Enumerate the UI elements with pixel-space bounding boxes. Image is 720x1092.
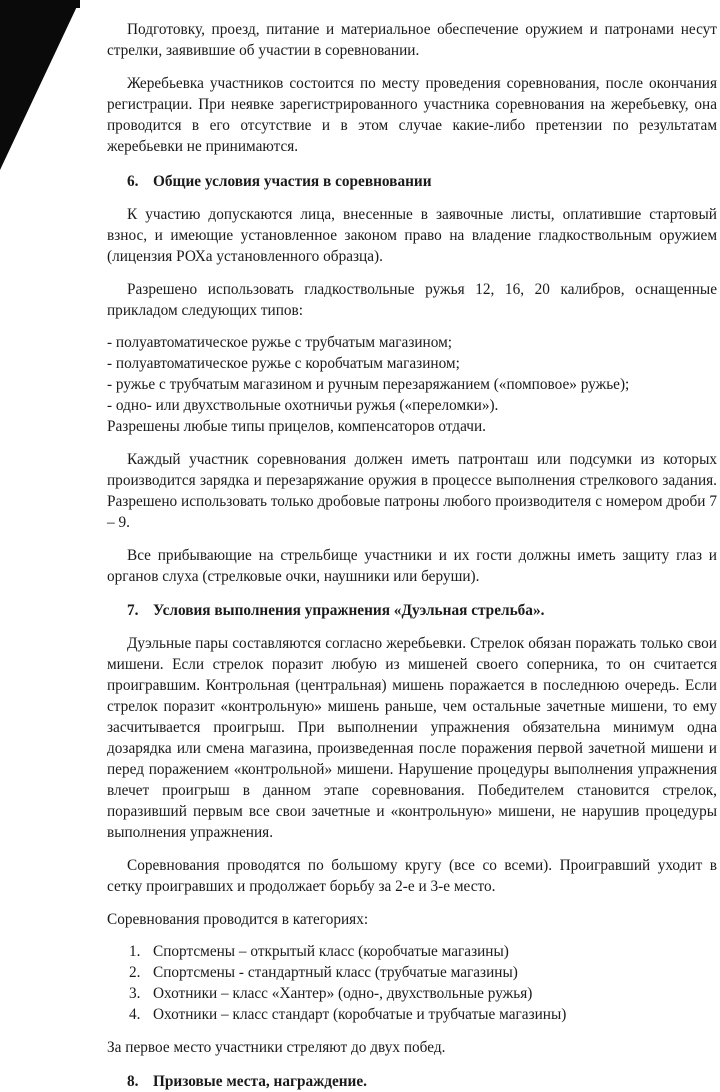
- categories-intro: Соревнования проводится в категориях:: [107, 911, 369, 928]
- list-item: - одно- или двухствольные охотничьи ружья («переломки»).: [107, 397, 499, 414]
- category-text: Спортсмены – открытый класс (коробчатые магазины): [153, 943, 509, 960]
- section-7-number: 7.: [127, 602, 139, 619]
- final-note: За первое место участники стреляют до двух побед.: [107, 1039, 446, 1056]
- category-number: 3.: [129, 985, 141, 1002]
- category-number: 4.: [129, 1006, 141, 1023]
- paragraph-admission: К участию допускаются лица, внесенные в заявочные листы, оплатившие стартовый взнос, и имеющие установленное законом право на владение гладкоствольным оружием (лицензия РОХа установленного образца).: [107, 206, 717, 265]
- section-6-number: 6.: [127, 173, 139, 190]
- list-item: - полуавтоматическое ружье с трубчатым магазином;: [107, 334, 453, 351]
- gun-types-list: [107, 332, 717, 437]
- section-7-title: Условия выполнения упражнения «Дуэльная стрельба».: [153, 602, 545, 619]
- category-text: Охотники – класс стандарт (коробчатые и трубчатые магазины): [153, 1006, 567, 1023]
- paragraph-duel-rules: Дуэльные пары составляются согласно жеребьевки. Стрелок обязан поражать только свои мишени. Если стрелок поразит любую из мишеней своего соперника, то он считается проигравшим. Контрольная (центральная) мишень поражается в последнюю очередь. Если стрелок поразит «контрольную» мишень раньше, чем остальные зачетные мишени, то ему засчитывается проигрыш. При выполнении упражнения обязательна минимум одна дозарядка или смена магазина, произведенная после поражения первой зачетной мишени и перед поражением «контрольной» мишени. Нарушение процедуры выполнения упражнения влечет проигрыш в данном этапе соревнования. Победителем становится стрелок, поразивший первым все свои зачетные и «контрольную» мишени, не нарушив процедуры выполнения упражнения.: [107, 635, 717, 841]
- category-number: 2.: [129, 964, 141, 981]
- section-6-heading: [107, 171, 717, 192]
- document-page: [107, 0, 717, 1092]
- paragraph-round-robin: Соревнования проводятся по большому кругу (все со всеми). Проигравший уходит в сетку проигравших и продолжает борьбу за 2-е и 3-е место.: [107, 857, 717, 895]
- paragraph-allowed-guns: Разрешено использовать гладкоствольные ружья 12, 16, 20 калибров, оснащенные прикладом следующих типов:: [107, 281, 717, 319]
- category-text: Спортсмены - стандартный класс (трубчатые магазины): [153, 964, 518, 981]
- paragraph-ammo: Каждый участник соревнования должен иметь патронташ или подсумки из которых производится зарядка и перезаряжание оружия в процессе выполнения стрелкового задания. Разрешено использовать только дробовые патроны любого производителя с номером дроби 7 – 9.: [107, 451, 717, 531]
- section-8-number: 8.: [127, 1073, 139, 1090]
- list-item: - ружье с трубчатым магазином и ручным перезаряжанием («помповое» ружье);: [107, 376, 630, 393]
- category-number: 1.: [129, 943, 141, 960]
- category-text: Охотники – класс «Хантер» (одно-, двухствольные ружья): [153, 985, 533, 1002]
- paragraph-preparation: Подготовку, проезд, питание и материальное обеспечение оружием и патронами несут стрелки, заявившие об участии в соревновании.: [107, 21, 717, 59]
- section-7-heading: [107, 600, 717, 621]
- paragraph-draw: Жеребьевка участников состоится по месту проведения соревнования, после окончания регистрации. При неявке зарегистрированного участника соревнования на жеребьевку, она проводится в его отсутствие и в этом случае какие-либо претензии по результатам жеребьевки не принимаются.: [107, 75, 717, 155]
- section-6-title: Общие условия участия в соревновании: [153, 173, 432, 190]
- paragraph-protection: Все прибывающие на стрельбище участники и их гости должны иметь защиту глаз и органов слуха (стрелковые очки, наушники или беруши).: [107, 547, 717, 585]
- categories-list: [107, 941, 717, 1025]
- section-8-title: Призовые места, награждение.: [153, 1073, 367, 1090]
- section-8-heading: [107, 1071, 717, 1092]
- list-item: [107, 941, 717, 962]
- list-item: [107, 983, 717, 1004]
- scan-edge-corner: [0, 0, 80, 170]
- sights-note: Разрешены любые типы прицелов, компенсаторов отдачи.: [107, 418, 486, 435]
- list-item: [107, 1004, 717, 1025]
- list-item: - полуавтоматическое ружье с коробчатым магазином;: [107, 355, 460, 372]
- list-item: [107, 962, 717, 983]
